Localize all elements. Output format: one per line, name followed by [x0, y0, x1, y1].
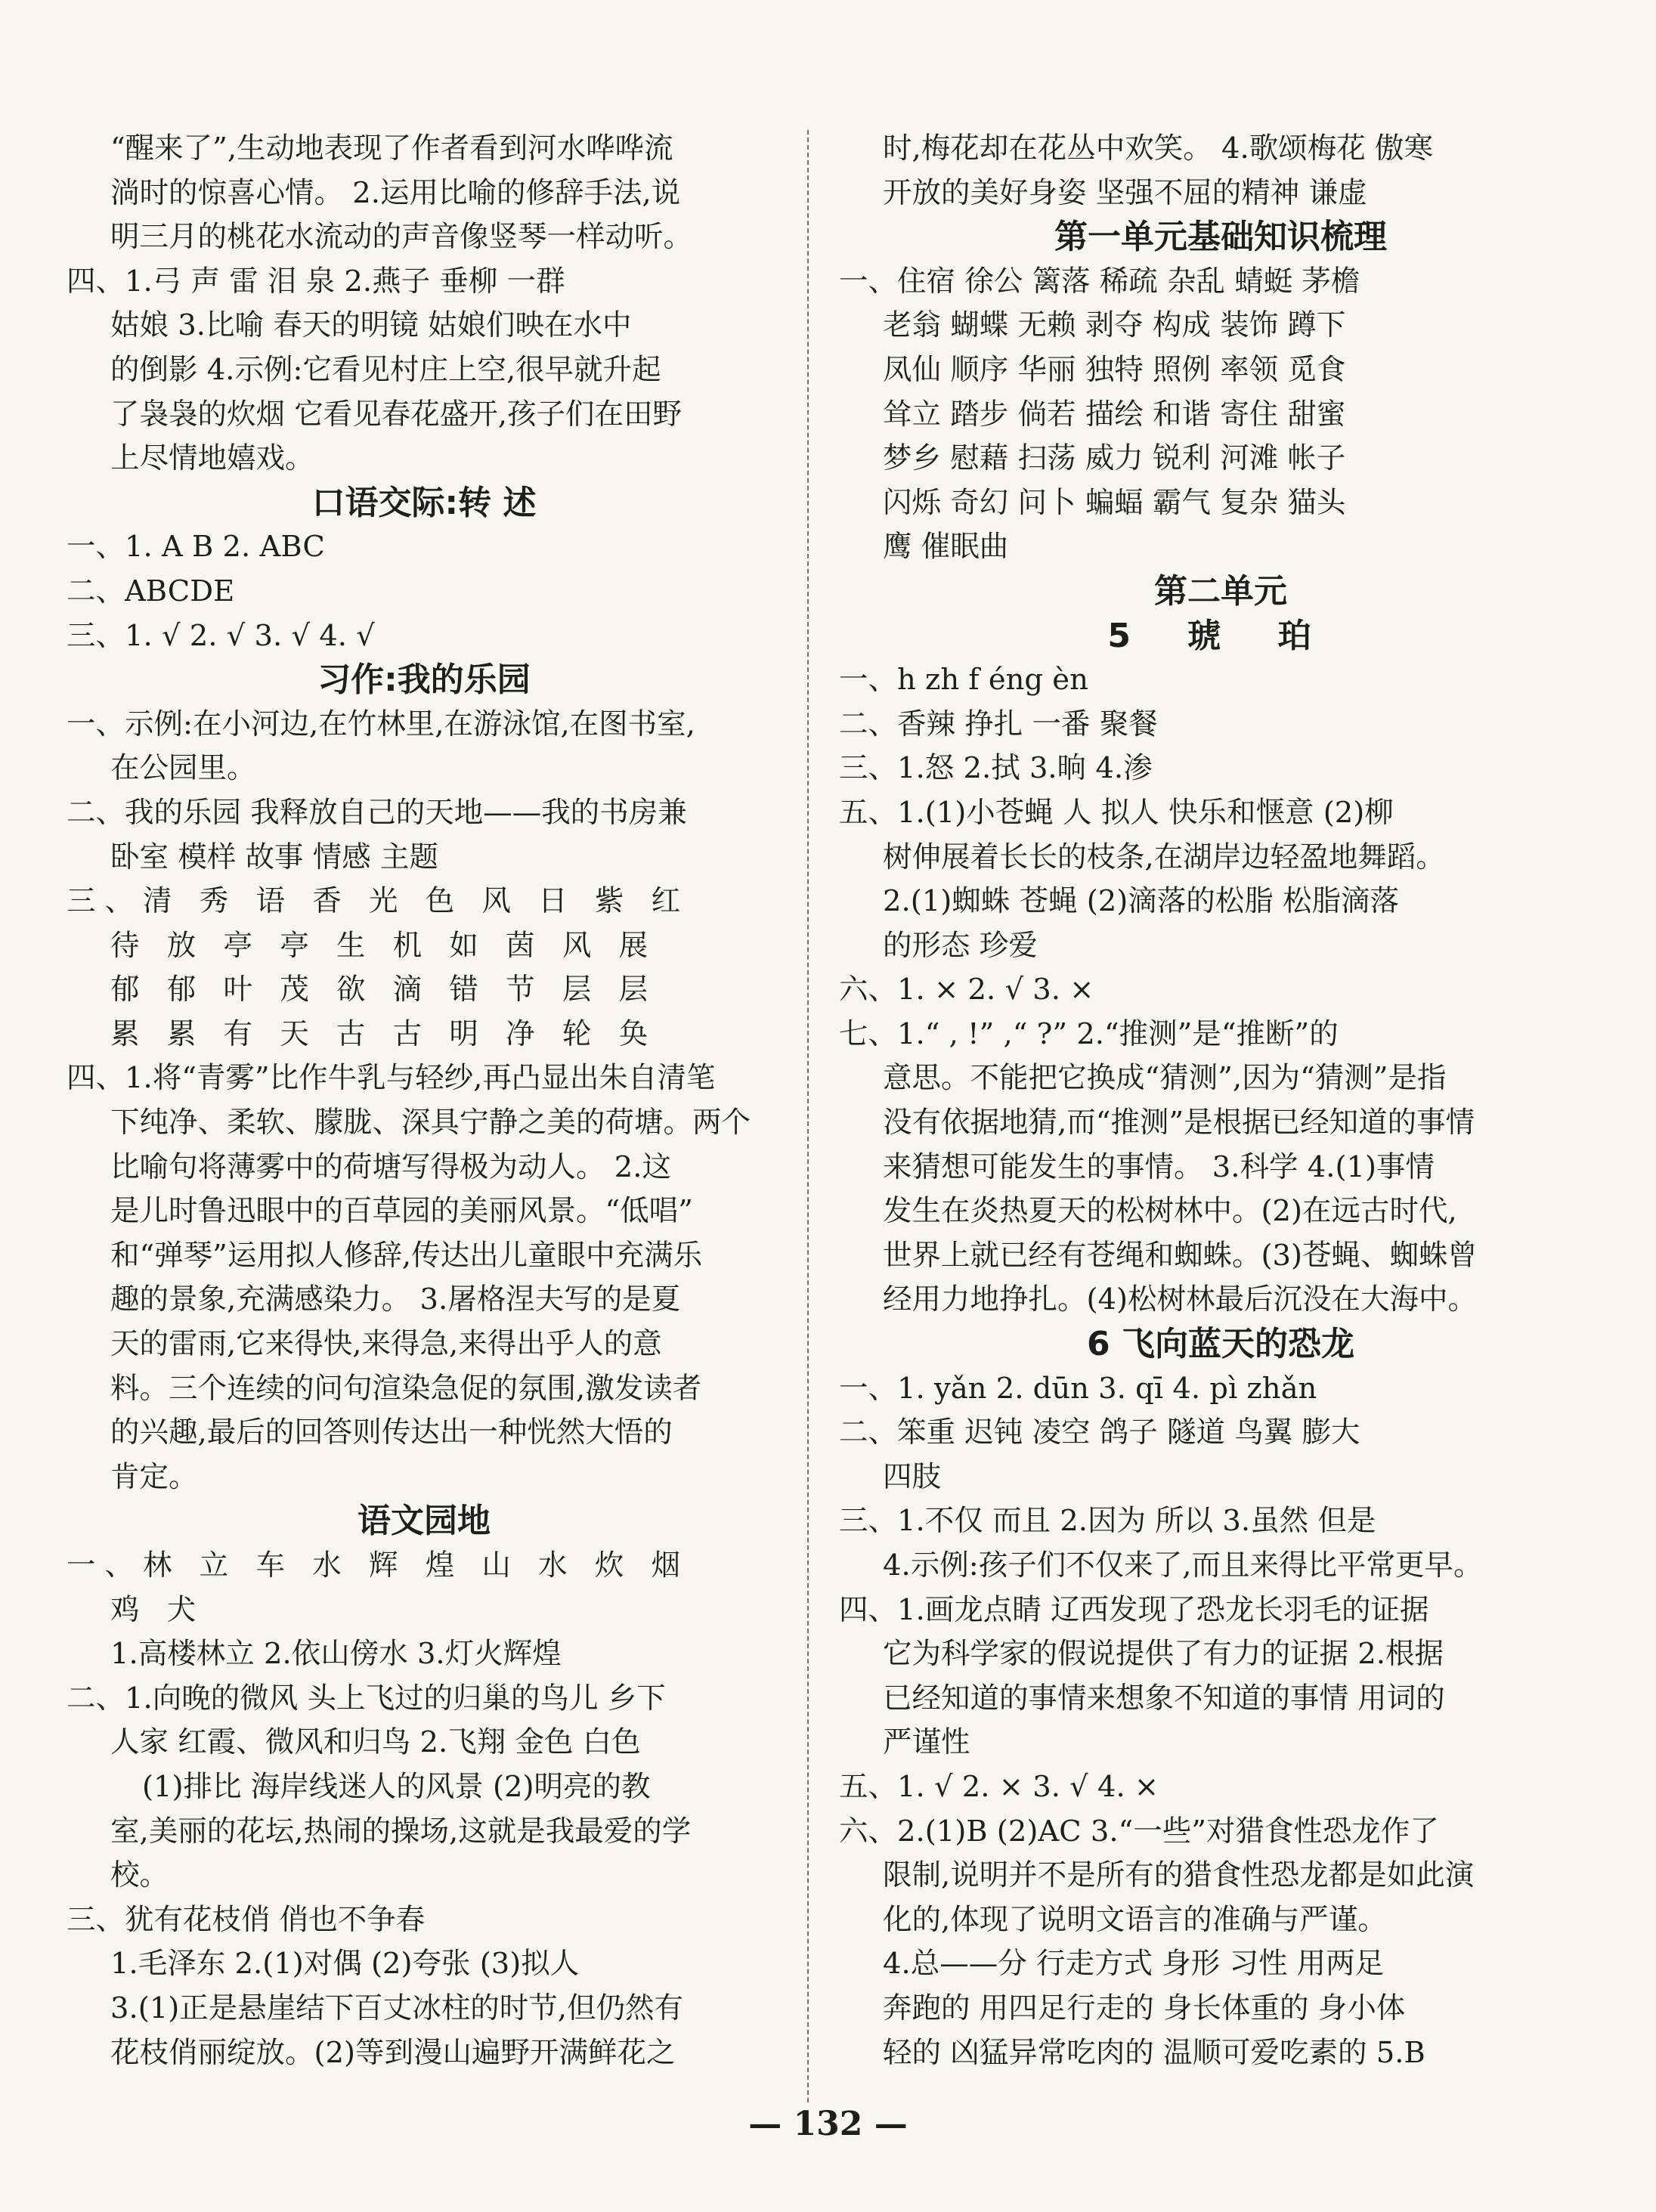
answer-line: 4.示例:孩子们不仅来了,而且来得比平常更早。	[883, 1548, 1483, 1582]
page-number: — 132 —	[748, 2105, 908, 2143]
answer-line: 料。三个连续的问句渲染急促的氛围,激发读者	[110, 1371, 702, 1406]
answer-line: 经用力地挣扎。(4)松树林最后沉没在大海中。	[883, 1282, 1478, 1317]
answer-line: 限制,说明并不是所有的猎食性恐龙都是如此演	[883, 1858, 1475, 1893]
answer-line: (1)排比 海岸线迷人的风景 (2)明亮的教	[142, 1769, 651, 1804]
answer-line: 五、1.(1)小苍蝇 人 拟人 快乐和惬意 (2)柳	[839, 795, 1394, 830]
answer-line: 的形态 珍爱	[883, 928, 1038, 963]
answer-line: 2.(1)蜘蛛 苍蝇 (2)滴落的松脂 松脂滴落	[883, 884, 1400, 919]
answer-line: 二、我的乐园 我释放自己的天地——我的书房兼	[67, 795, 687, 830]
answer-line: 是儿时鲁迅眼中的百草园的美丽风景。“低唱”	[110, 1194, 693, 1229]
answer-line: 二、ABCDE	[67, 574, 235, 608]
section-heading: 6 飞向蓝天的恐龙	[1087, 1325, 1354, 1364]
section-heading: 习作:我的乐园	[317, 661, 531, 700]
answer-line: 一、1. A B 2. ABC	[67, 530, 325, 565]
answer-line: 淌时的惊喜心情。 2.运用比喻的修辞手法,说	[110, 175, 681, 210]
answer-line: 卧室 模样 故事 情感 主题	[110, 840, 438, 874]
answer-line: 1.高楼林立 2.依山傍水 3.灯火辉煌	[110, 1637, 562, 1672]
answer-line: 七、1.“ , !” ,“ ?” 2.“推测”是“推断”的	[839, 1016, 1339, 1051]
answer-line: 奔跑的 用四足行走的 身长体重的 身小体	[883, 1991, 1406, 2025]
answer-line: 四肢	[883, 1459, 942, 1494]
answer-line: 姑娘 3.比喻 春天的明镜 姑娘们映在水中	[110, 308, 632, 343]
answer-line: 花枝俏丽绽放。(2)等到漫山遍野开满鲜花之	[110, 2035, 676, 2070]
answer-line: 轻的 凶猛异常吃肉的 温顺可爱吃素的 5.B	[883, 2035, 1425, 2070]
left-column	[67, 127, 782, 2075]
answer-line: 鸡 犬	[110, 1592, 206, 1627]
answer-line: “醒来了”,生动地表现了作者看到河水哗哗流	[110, 131, 673, 166]
answer-line: 的倒影 4.示例:它看见村庄上空,很早就升起	[110, 352, 661, 387]
right-column	[839, 127, 1602, 2075]
answer-line: 一、示例:在小河边,在竹林里,在游泳馆,在图书室,	[67, 707, 695, 741]
section-heading: 第二单元	[1154, 571, 1287, 611]
answer-line: 人家 红霞、微风和归鸟 2.飞翔 金色 白色	[110, 1725, 641, 1760]
answer-line: 化的,体现了说明文语言的准确与严谨。	[883, 1902, 1387, 1937]
answer-line: 它为科学家的假说提供了有力的证据 2.根据	[883, 1637, 1444, 1672]
answer-line: 二、笨重 迟钝 凌空 鸽子 隧道 鸟翼 膨大	[839, 1415, 1360, 1450]
answer-line: 老翁 蝴蝶 无赖 剥夺 构成 装饰 蹲下	[883, 308, 1346, 343]
answer-line: 肯定。	[110, 1459, 198, 1494]
answer-line: 郁 郁 叶 茂 欲 滴 错 节 层 层	[110, 973, 658, 1007]
answer-line: 四、1.画龙点睛 辽西发现了恐龙长羽毛的证据	[839, 1592, 1429, 1627]
answer-line: 已经知道的事情来想象不知道的事情 用词的	[883, 1681, 1445, 1715]
answer-line: 3.(1)正是悬崖结下百丈冰柱的时节,但仍然有	[110, 1991, 684, 2025]
answer-line: 耸立 踏步 倘若 描绘 和谐 寄住 甜蜜	[883, 397, 1346, 432]
answer-line: 比喻句将薄雾中的荷塘写得极为动人。 2.这	[110, 1149, 671, 1184]
answer-line: 六、1. × 2. √ 3. ×	[839, 973, 1094, 1007]
answer-line: 四、1.将“青雾”比作牛乳与轻纱,再凸显出朱自清笔	[67, 1061, 716, 1096]
section-heading: 第一单元基础知识梳理	[1054, 218, 1387, 257]
answer-line: 梦乡 慰藉 扫荡 威力 锐利 河滩 帐子	[883, 441, 1346, 476]
answer-line: 世界上就已经有苍绳和蜘蛛。(3)苍蝇、蜘蛛曾	[883, 1238, 1478, 1273]
section-heading: 口语交际:转 述	[311, 483, 537, 522]
answer-line: 没有依据地猜,而“推测”是根据已经知道的事情	[883, 1106, 1475, 1140]
answer-line: 三、清 秀 语 香 光 色 风 日 紫 红	[67, 884, 690, 919]
answer-line: 三、犹有花枝俏 俏也不争春	[67, 1902, 426, 1937]
answer-line: 上尽情地嬉戏。	[110, 441, 314, 476]
answer-line: 严谨性	[883, 1725, 970, 1760]
answer-line: 来猜想可能发生的事情。 3.科学 4.(1)事情	[883, 1149, 1435, 1184]
answer-line: 树伸展着长长的枝条,在湖岸边轻盈地舞蹈。	[883, 840, 1445, 874]
answer-line: 四、1.弓 声 雷 泪 泉 2.燕子 垂柳 一群	[67, 264, 565, 299]
answer-line: 时,梅花却在花丛中欢笑。 4.歌颂梅花 傲寒	[883, 131, 1433, 166]
answer-line: 下纯净、柔软、朦胧、深具宁静之美的荷塘。两个	[110, 1106, 751, 1140]
answer-line: 一、1. yǎn 2. dūn 3. qī 4. pì zhǎn	[839, 1371, 1317, 1406]
answer-line: 一、h zh f éng èn	[839, 663, 1088, 698]
answer-line: 意思。不能把它换成“猜测”,因为“猜测”是指	[883, 1061, 1447, 1096]
answer-line: 一、住宿 徐公 篱落 稀疏 杂乱 蜻蜓 茅檐	[839, 264, 1360, 299]
answer-line: 待 放 亭 亭 生 机 如 茵 风 展	[110, 928, 658, 963]
answer-line: 闪烁 奇幻 问卜 蝙蝠 霸气 复杂 猫头	[883, 485, 1346, 520]
answer-line: 累 累 有 天 古 古 明 净 轮 奂	[110, 1016, 658, 1051]
answer-line: 的兴趣,最后的回答则传达出一种恍然大悟的	[110, 1415, 673, 1450]
answer-line: 明三月的桃花水流动的声音像竖琴一样动听。	[110, 220, 693, 255]
answer-line: 了袅袅的炊烟 它看见春花盛开,孩子们在田野	[110, 397, 682, 432]
answer-line: 在公园里。	[110, 751, 256, 786]
answer-line: 六、2.(1)B (2)AC 3.“一些”对猎食性恐龙作了	[839, 1814, 1439, 1848]
answer-line: 4.总——分 行走方式 身形 习性 用两足	[883, 1947, 1385, 1982]
answer-line: 开放的美好身姿 坚强不屈的精神 谦虚	[883, 175, 1367, 210]
answer-line: 发生在炎热夏天的松树林中。(2)在远古时代,	[883, 1194, 1457, 1229]
answer-line: 二、香辣 挣扎 一番 聚餐	[839, 707, 1158, 741]
answer-line: 校。	[110, 1858, 169, 1893]
column-divider	[807, 130, 809, 2102]
answer-line: 二、1.向晚的微风 头上飞过的归巢的鸟儿 乡下	[67, 1681, 666, 1715]
section-heading: 5 琥 珀	[1107, 616, 1334, 655]
answer-line: 1.毛泽东 2.(1)对偶 (2)夸张 (3)拟人	[110, 1947, 580, 1982]
answer-line: 三、1. √ 2. √ 3. √ 4. √	[67, 618, 375, 653]
answer-line: 天的雷雨,它来得快,来得急,来得出乎人的意	[110, 1327, 662, 1362]
answer-line: 凤仙 顺序 华丽 独特 照例 率领 觅食	[883, 352, 1346, 387]
answer-line: 三、1.怒 2.拭 3.晌 4.渗	[839, 751, 1153, 786]
answer-line: 趣的景象,充满感染力。 3.屠格涅夫写的是夏	[110, 1282, 681, 1317]
answer-line: 室,美丽的花坛,热闹的操场,这就是我最爱的学	[110, 1814, 692, 1848]
answer-line: 和“弹琴”运用拟人修辞,传达出儿童眼中充满乐	[110, 1238, 703, 1273]
answer-line: 一、林 立 车 水 辉 煌 山 水 炊 烟	[67, 1548, 690, 1582]
section-heading: 语文园地	[358, 1502, 491, 1541]
answer-line: 鹰 催眠曲	[883, 530, 1009, 565]
answer-line: 三、1.不仅 而且 2.因为 所以 3.虽然 但是	[839, 1504, 1376, 1539]
answer-line: 五、1. √ 2. × 3. √ 4. ×	[839, 1769, 1159, 1804]
